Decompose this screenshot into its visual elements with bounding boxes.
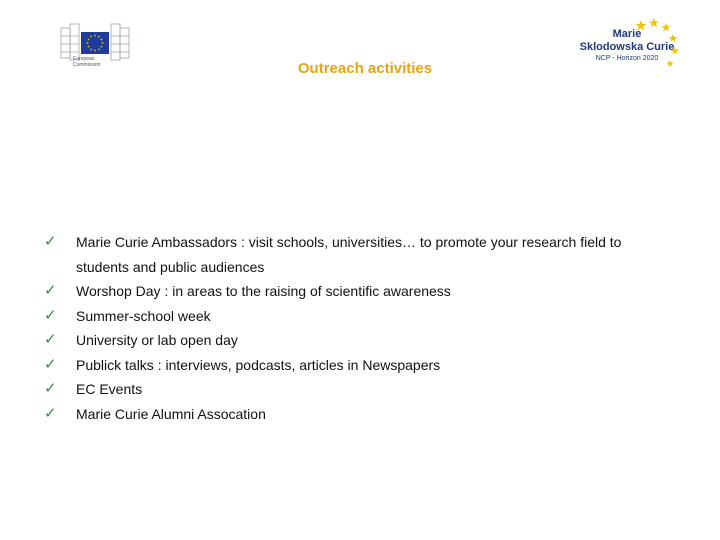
list-item: ✓ University or lab open day xyxy=(44,328,674,353)
check-icon: ✓ xyxy=(44,355,57,373)
list-item: ✓ Marie Curie Ambassadors : visit schools, universities… to promote your research field to students and public audiences xyxy=(44,230,674,279)
list-item: ✓ EC Events xyxy=(44,377,674,402)
check-icon: ✓ xyxy=(44,380,57,397)
check-icon: ✓ xyxy=(44,233,57,250)
check-icon: ✓ xyxy=(44,331,57,348)
check-icon: ✓ xyxy=(44,306,57,324)
outreach-activities-list xyxy=(44,230,674,426)
list-item: ✓ Publick talks : interviews, podcasts, articles in Newspapers xyxy=(44,353,674,378)
check-icon: ✓ xyxy=(44,282,57,299)
slide-title: Outreach activities xyxy=(297,60,433,77)
ec-logo-text: European Commission xyxy=(73,56,101,68)
list-item: ✓ Summer-school week xyxy=(44,304,674,329)
list-item: ✓ Worshop Day : in areas to the raising of scientific awareness xyxy=(44,279,674,304)
marie-curie-logo-subtitle: NCP - Horizon 2020 xyxy=(595,55,659,62)
marie-curie-logo-name: Marie Sklodowska Curie xyxy=(579,28,675,53)
check-icon: ✓ xyxy=(44,404,57,422)
list-item: ✓ Marie Curie Alumni Assocation xyxy=(44,402,674,427)
